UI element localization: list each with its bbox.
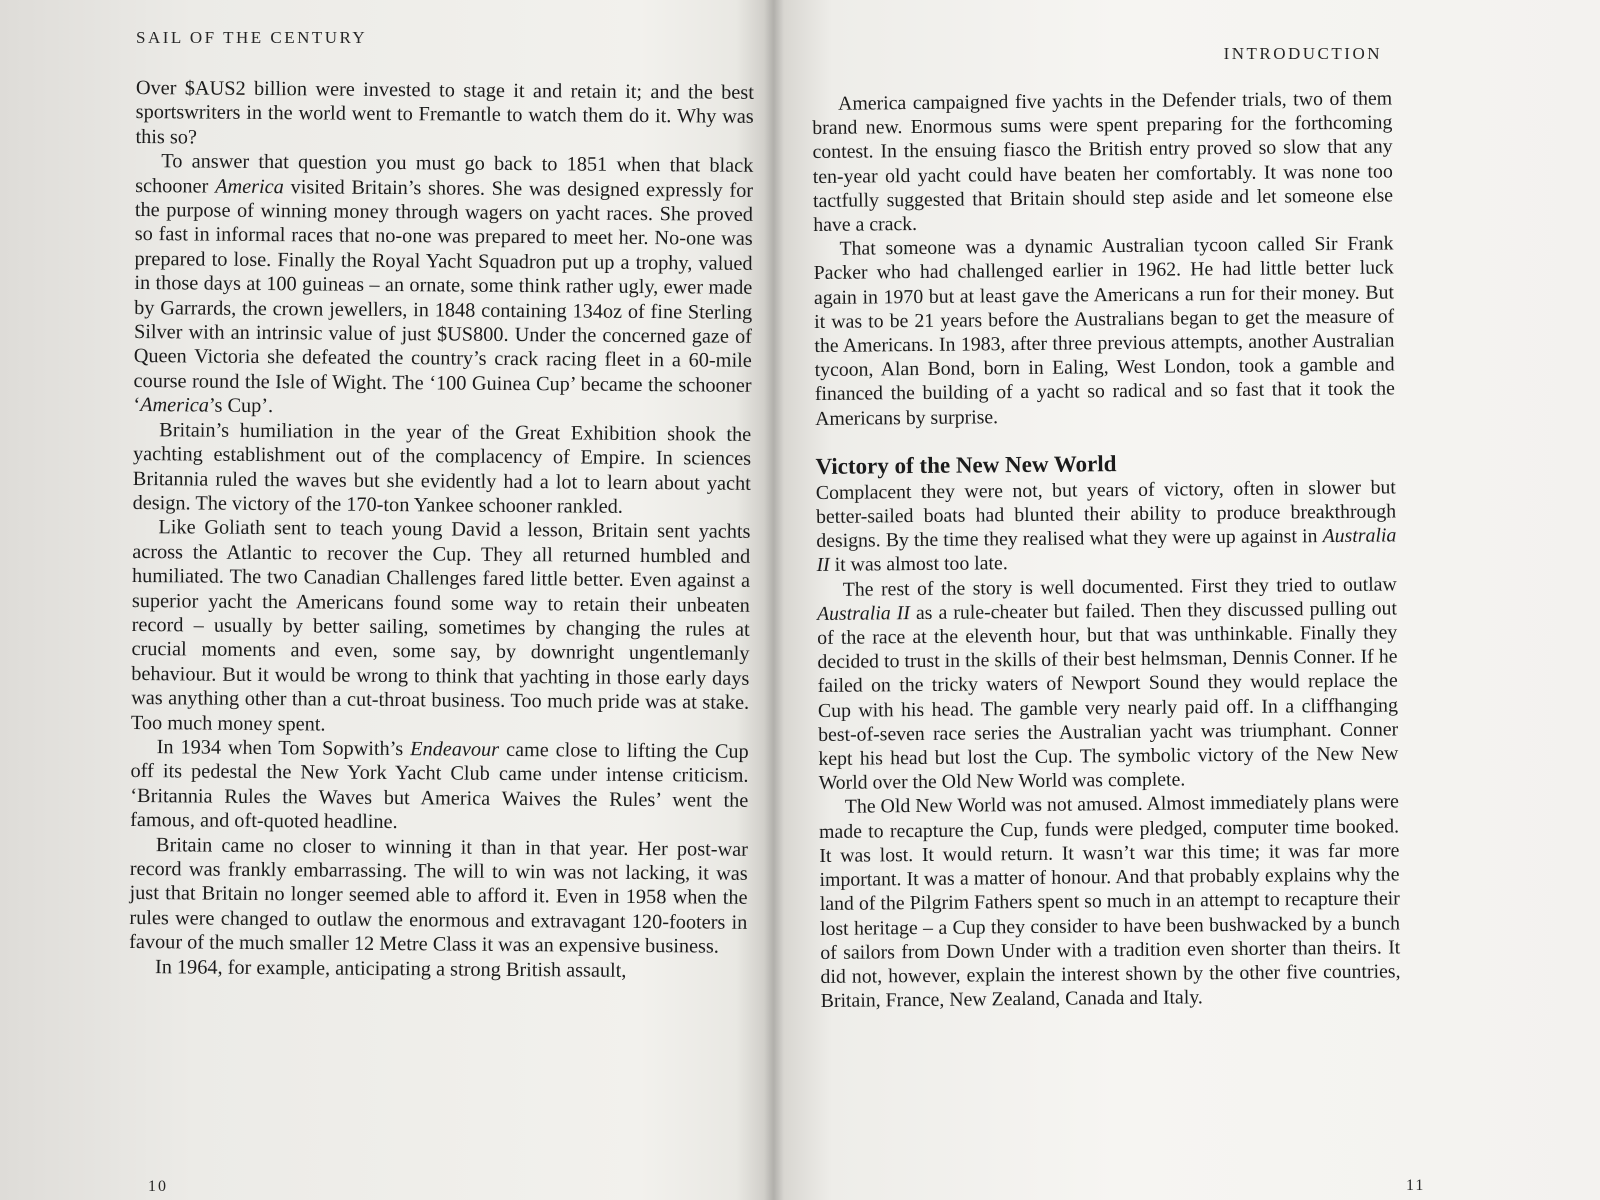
paragraph <box>816 475 1397 577</box>
left-page-number: 10 <box>148 1178 168 1195</box>
left-page <box>0 0 770 1200</box>
paragraph <box>135 76 754 154</box>
paragraph-text: In 1934 when Tom Sopwith’s <box>156 736 411 761</box>
paragraph <box>133 149 753 422</box>
section-heading: Victory of the New New World <box>815 450 1117 479</box>
italic-title: America <box>215 175 284 198</box>
paragraph <box>129 955 747 984</box>
paragraph <box>133 418 752 520</box>
paragraph-text: That someone was a dynamic Australian tycoon called Sir Frank Packer who had challenged earlier in 1962. He had little better luck again in 1970 but at least gave the Americans a run for their money. But it was to be 21 years before the Australians began to get the measure of the Americans. In 1983, after three previous attempts, another Australian tycoon, Alan Bond, born in Ealing, West London, took a gamble and financed the building of a yacht so radical and so fast that it took the Americans by surprise. <box>813 232 1395 430</box>
paragraph <box>812 86 1393 237</box>
paragraph <box>819 790 1401 1013</box>
right-text-before-heading <box>812 86 1395 430</box>
italic-title: Australia II <box>816 524 1397 577</box>
right-page <box>778 0 1600 1200</box>
paragraph-text: as a rule-cheater but failed. Then they discussed pulling out of the race at the eleventh hour, but that was unthinkable. Finally they decided to trust in the skills of their best helmsman, Dennis Conner. If he failed on the tricky waters of Newport Sound they would replace the Cup with his head. The gamble very nearly paid off. In a cliffhanging best-of-seven race series the Australian yacht was triumphant. Conner kept his head but lost the Cup. The symbolic victory of the New New World over the Old New World was complete. <box>817 597 1399 795</box>
paragraph-text: Like Goliath sent to teach young David a lesson, Britain sent yachts across the Atlantic to recover the Cup. They all returned humbled and humiliated. The two Canadian Challenges fared little better. Even against a superior yacht the Americans found some way to retain their unbeaten record – usually by better sailing, sometimes by changing the rules at crucial moments and even, some say, by downright ungentlemanly behaviour. But it would be wrong to think that yachting in those early days was anything other than a cut-throat business. Too much pride was at stake. Too much money spent. <box>130 516 751 736</box>
paragraph <box>817 572 1399 795</box>
right-page-number: 11 <box>1406 1177 1426 1194</box>
paragraph-text: Britain came no closer to winning it than in that year. Her post-war record was frankly embarrassing. The will to win was not lacking, it was just that Britain no longer seemed able to afford it. Even in 1958 when the rules were changed to outlaw the enormous and extravagant 120-footers in favour of the much smaller 12 Metre Class it was an expensive business. <box>129 833 749 958</box>
paragraph-text: In 1964, for example, anticipating a strong British assault, <box>154 955 627 982</box>
paragraph <box>131 515 751 740</box>
paragraph-text: Over $AUS2 billion were invested to stage it and retain it; and the best sportswriters in the world went to Fremantle to watch them do it. Why was this so? <box>135 76 754 149</box>
paragraph <box>130 735 749 837</box>
paragraph-text: visited Britain’s shores. She was designed expressly for the purpose of winning money through wagers on yacht races. She proved so fast in informal races that no-one was prepared to meet her. No-one was prepared to lose. Finally the Royal Yacht Squadron put up a trophy, valued in those days at 100 guineas – an ornate, some think rather ugly, ewer made by Garrards, the crown jewellers, in 1848 containing 134oz of fine Sterling Silver with an intrinsic value of just $US800. Under the concerned gaze of Queen Victoria she defeated the country’s crack racing fleet in a 60-mile course round the Isle of Wight. The ‘100 Guinea Cup’ became the schooner ‘ <box>133 175 754 417</box>
paragraph-text: Britain’s humiliation in the year of the Great Exhibition shook the yachting establishment out of the complacency of Empire. In sciences Britannia ruled the waves but she evidently had a lot to learn about yacht design. The victory of the 170-ton Yankee schooner rankled. <box>132 418 752 518</box>
italic-title: Endeavour <box>410 738 500 761</box>
paragraph-text: ’s Cup’. <box>208 394 274 418</box>
left-running-head: SAIL OF THE CENTURY <box>136 28 368 47</box>
right-running-head: INTRODUCTION <box>1223 44 1382 63</box>
italic-title: Australia II <box>816 601 911 625</box>
paragraph <box>813 232 1395 431</box>
right-text-after-heading <box>816 475 1401 1013</box>
right-text-block <box>812 86 1401 1013</box>
paragraph-text: The Old New World was not amused. Almost immediately plans were made to recapture the Cup, funds were pledged, computer time booked. It was lost. It would return. It wasn’t war this time; it was far more important. It was a matter of honour. And that probably explains why the land of the Pilgrim Fathers spent so much in an attempt to recapture their lost heritage – a Cup they consider to have been bushwacked by a bunch of sailors from Down Under with a tradition even shorter than theirs. It did not, however, explain the interest shown by the other five countries, Britain, France, New Zealand, Canada and Italy. <box>818 790 1401 1013</box>
paragraph-text: Complacent they were not, but years of victory, often in slower but better-sailed boats had blunted their ability to produce breakthrough designs. By the time they realised what they were up against in <box>815 476 1397 553</box>
paragraph-text: came close to lifting the Cup off its pedestal the New York Yacht Club came under intense criticism. ‘Britannia Rules the Waves but America Waives the Rules’ went the famous, and oft-quoted headline. <box>130 738 749 834</box>
paragraph-text: it was almost too late. <box>829 552 1008 577</box>
paragraph-text: To answer that question you must go back to 1851 when that black schooner <box>135 150 754 198</box>
paragraph-text: The rest of the story is well documented. First they tried to outlaw <box>842 573 1397 601</box>
italic-title: America <box>140 394 209 417</box>
paragraph-text: America campaigned five yachts in the Defender trials, two of them brand new. Enormous sums were spent preparing for the forthcoming contest. In the ensuing fiasco the British entry proved so slow that any ten-year old yacht could have beaten her comfortably. It was none too tactfully suggested that Britain should step aside and let someone else have a crack. <box>812 87 1394 237</box>
left-text-block <box>129 76 754 984</box>
paragraph <box>129 833 748 960</box>
